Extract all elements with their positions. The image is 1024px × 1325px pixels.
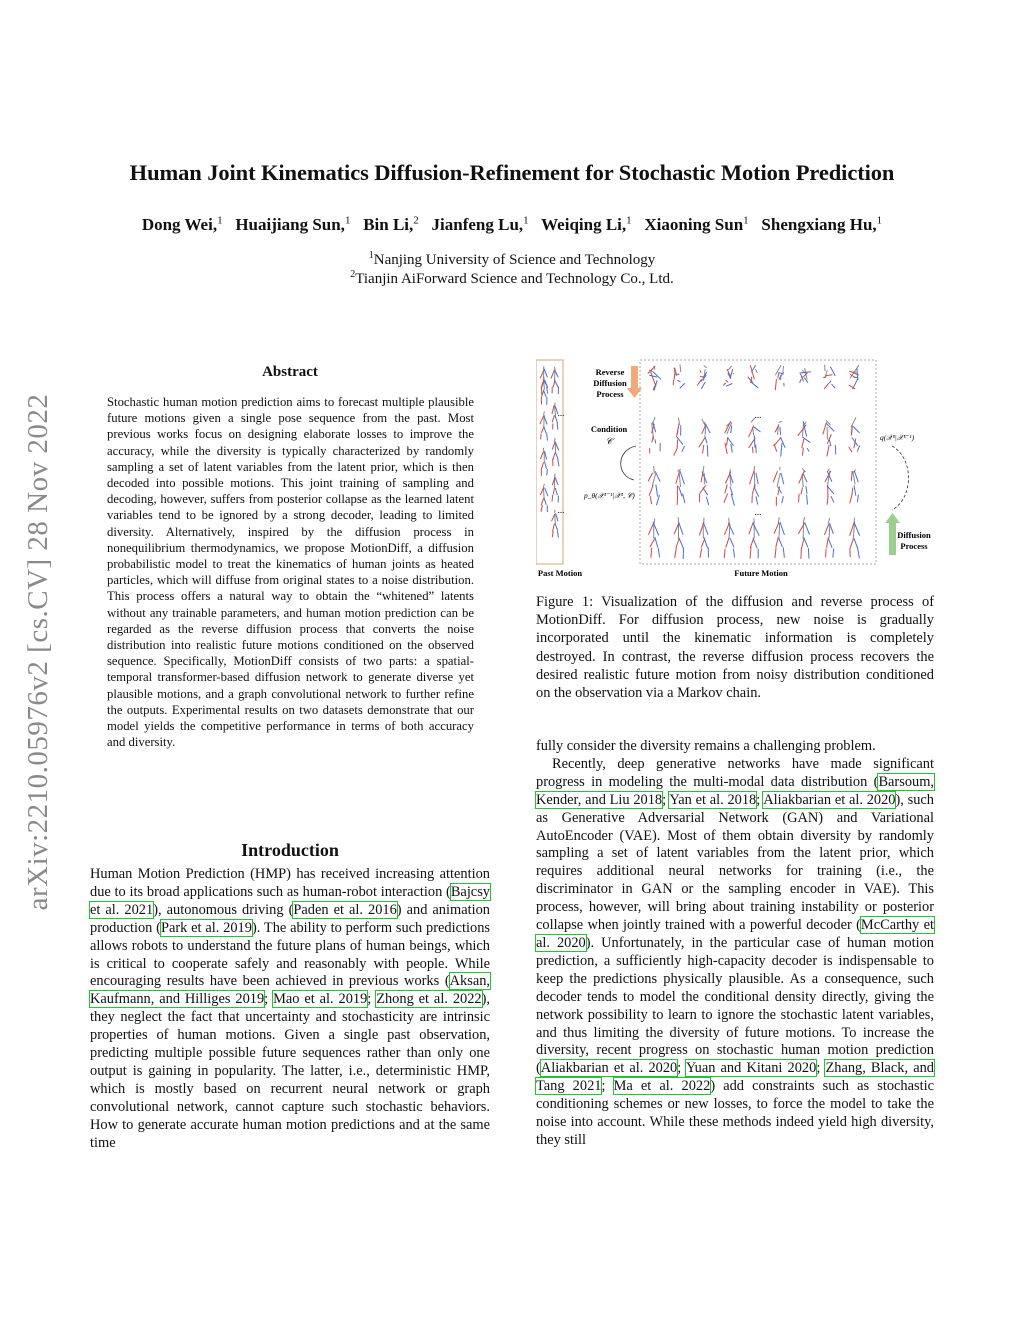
pose-bone (775, 379, 776, 390)
pose-bone (850, 539, 853, 549)
pose-bone (798, 522, 805, 533)
condition-symbol: 𝒞 (605, 436, 613, 446)
pose-bone (731, 494, 734, 506)
pose-bone (750, 547, 751, 559)
past-motion-label: Past Motion (537, 568, 583, 578)
pose-bone (677, 380, 680, 381)
pose-bone (801, 487, 803, 494)
pose-bone (545, 488, 548, 497)
pose-bone (674, 373, 675, 379)
pose-bone (554, 510, 555, 513)
pose-bone (700, 485, 706, 493)
paper-title: Human Joint Kinematics Diffusion-Refinement for Stochastic Motion Prediction (129, 160, 895, 185)
introduction-paragraph: Human Motion Prediction (HMP) has received increasing attention due to its broad applications such as human-robot interaction (Bajcsy et al. 2021), autonomous driving (Paden et al. 2016) and animation production (Park et al. 2019). The ability to perform such predictions allows robots to understand the future plans of human beings, which is critical to cooperate safely and reasonably with people. While encouraging results have been achieved in previous works (Aksan, Kaufmann, and Hilliges 2019; Mao et al. 2019; Zhong et al. 2022), they neglect the fact that uncertainty and stochasticity are intrinsic properties of human motions. Given a single past observation, predicting multiple possible future sequences rather than only one output is gaining in popularity. The latter, i.e., deterministic HMP, which is mostly based on recurrent neural network or graph convolutional network, cannot capture such stochastic behaviors. How to generate accurate human motion predictions and at the same time (90, 866, 490, 1151)
paragraph: Recently, deep generative networks have made significant progress in modeling the multi-modal data distribution (Barsoum, Kender, and Liu 2018; Yan et al. 2018; Aliakbarian et al. 2020), such as Generative Adversarial Network (GAN) and Variational AutoEncoder (VAE). Most of them obtain diversity by randomly sampling a set of latent variables from the latent prior, which requires additional neural networks for training (i.e., the discriminator in GAN or the sampling encoder in VAE). This process, however, will bring about training instability or posterior collapse when jointly trained with a powerful decoder (McCarthy et al. 2020). Unfortunately, in the particular case of human motion prediction, a sufficiently high-capacity decoder is indispensable to keep the predictions physically plausible. As a consequence, such decoder tends to model the conditional density directly, giving the network possibility to learn to ignore the stochastic latent variables, and thus limiting the diversity of future motions. To increase the diversity, recent progress on stochastic human motion prediction (Aliakbarian et al. 2020; Yuan and Kitani 2020; Zhang, Black, and Tang 2021; Ma et al. 2022) add constraints such as stochastic conditioning schemes or new losses, to force the model to take the noise into account. While these methods indeed yield high diversity, they still (536, 755, 935, 1148)
ellipsis: ... (557, 408, 565, 418)
introduction-heading: Introduction (241, 840, 339, 860)
pose-bone (557, 423, 558, 430)
pose-bone (775, 365, 781, 375)
pose-bone (552, 495, 553, 502)
pose-bone (555, 452, 558, 460)
pose-bone (543, 484, 544, 487)
pose-bone (733, 549, 734, 558)
pose-bone (779, 421, 782, 422)
figure-1 (536, 358, 934, 582)
citation-link[interactable]: Barsoum, Kender, and Liu 2018 (536, 773, 934, 808)
pose-bone (724, 494, 728, 503)
pose-bone (805, 523, 809, 535)
pose-bone (857, 495, 858, 502)
pose-bone (547, 469, 548, 475)
pose-bone (853, 426, 859, 432)
pose-bone (828, 518, 830, 523)
pose-bone (726, 383, 733, 386)
pose-bone (676, 538, 679, 547)
pose-bone (705, 436, 707, 444)
pose-bone (827, 445, 829, 457)
pose-bone (555, 488, 557, 495)
arxiv-identifier: arXiv:2210.05976v2 [cs.CV] 28 Nov 2022 (22, 393, 54, 911)
citation-link[interactable]: Zhong et al. 2022 (376, 991, 482, 1008)
pose-bone (726, 538, 729, 548)
pose-bone (680, 383, 685, 388)
pose-bone (677, 494, 678, 505)
pose-bone (540, 451, 543, 459)
pose-bone (774, 523, 779, 534)
pose-bone (799, 471, 805, 484)
pose-bone (677, 374, 679, 375)
affiliation: $^1$Nanjing University of Science and Technology (368, 250, 656, 268)
pose-bone (541, 462, 543, 469)
diffusion-arrow-head (885, 513, 900, 523)
pose-bone (851, 426, 852, 436)
citation-link[interactable]: Bajcsy et al. 2021 (90, 883, 490, 918)
pose-bone (680, 364, 681, 372)
pose-bone (804, 537, 808, 547)
pose-bone (782, 496, 784, 503)
pose-bone (680, 471, 684, 484)
pose-bone (775, 548, 776, 558)
pose-bone (707, 445, 708, 457)
future-motion-label: Future Motion (734, 568, 788, 578)
past-motion-box (536, 360, 563, 564)
pose-bone (700, 548, 702, 557)
pose-bone (700, 370, 701, 373)
pose-bone (751, 365, 755, 372)
reverse-arrow (631, 366, 638, 388)
pose-bone (555, 514, 556, 525)
pose-bone (854, 538, 858, 548)
pose-bone (553, 453, 555, 460)
pose-bone (728, 366, 731, 370)
pose-bone (649, 485, 653, 496)
author: Jianfeng Lu,$^1$ (431, 214, 529, 234)
pose-bone (727, 438, 728, 446)
pose-bone (541, 505, 543, 512)
condition-label: Condition (590, 424, 628, 434)
figure-caption: Figure 1: Visualization of the diffusion and reverse process of MotionDiff. For diffusion process, new noise is gradually incorporated until the kinematic information is completely destroyed. In contrast, the reverse diffusion process recovers the desired realistic future motion from noisy distribution conditioned on the observation via a Markov chain. (536, 594, 934, 702)
pose-bone (754, 487, 759, 497)
pose-bone (555, 477, 558, 485)
pose-bone (756, 445, 757, 453)
condition-curve (621, 446, 636, 480)
pose-bone (774, 444, 777, 452)
pose-bone (703, 445, 704, 454)
pose-bone (833, 549, 834, 558)
pose-bone (702, 419, 705, 426)
author: Xiaoning Sun$^1$ (644, 214, 749, 234)
affiliation: $^2$Tianjin AiForward Science and Technology Co., Ltd. (350, 269, 674, 287)
pose-bone (649, 375, 657, 377)
pose-bone (780, 522, 784, 535)
pose-bone (800, 379, 802, 383)
pose-bone (807, 448, 809, 451)
pose-bone (678, 517, 679, 523)
pose-bone (704, 366, 707, 368)
pose-bone (544, 391, 546, 397)
pose-bone (781, 443, 782, 457)
pose-bone (543, 366, 544, 369)
pose-bone (754, 427, 761, 432)
pose-bone (676, 471, 680, 483)
pose-bone (543, 411, 544, 414)
pose-bone (541, 434, 542, 440)
pose-bone (679, 486, 682, 496)
pose-bone (804, 378, 808, 383)
pose-bone (751, 382, 758, 388)
pose-bone (781, 473, 784, 484)
pose-bone (655, 471, 660, 481)
pose-bone (682, 446, 685, 452)
author: Huaijiang Sun,$^1$ (235, 214, 351, 234)
pose-bone (852, 488, 853, 495)
pose-bone (655, 537, 658, 548)
pose-bone (683, 494, 685, 503)
author: Shengxiang Hu,$^1$ (761, 214, 883, 234)
pose-bone (826, 549, 827, 558)
pose-bone (754, 435, 755, 447)
pose-bone (541, 498, 543, 505)
pose-bone (808, 548, 809, 559)
pose-bone (750, 471, 754, 484)
reverse-transition-label: p_θ(𝒳ᵏ⁻¹|𝒳ᵏ, 𝒞) (584, 491, 635, 500)
pose-bone (830, 523, 834, 534)
pose-bone (544, 426, 547, 433)
ellipsis: ... (557, 505, 565, 515)
pose-bone (753, 538, 757, 548)
pose-bone (674, 448, 678, 455)
pose-bone (544, 462, 546, 469)
pose-bone (827, 496, 828, 505)
diffusion-label-line: Process (900, 541, 928, 551)
author: Weiqing Li,$^1$ (541, 214, 632, 234)
pose-bone (756, 473, 758, 484)
pose-bone (703, 522, 708, 535)
reverse-label-line: Diffusion (593, 378, 627, 388)
paragraph: fully consider the diversity remains a challenging problem. (536, 738, 876, 754)
citation-link[interactable]: Paden et al. 2016 (293, 901, 397, 918)
pose-bone (679, 522, 683, 535)
pose-bone (655, 439, 656, 443)
pose-bone (773, 471, 777, 482)
pose-bone (558, 459, 559, 466)
abstract-text: Stochastic human motion prediction aims to forecast multiple plausible future motions given a single pose sequence from the past. Most previous works focus on designing elaborate losses to improve the accuracy, while the diversity is typically characterized by randomly sampling a set of latent variables from the latent prior, which is then decoded into possible motions. This joint training of sampling and decoding, however, suffers from posterior collapse as the learned latent variables tend to be ignored by a strong decoder, leading to limited diversity. Alternatively, inspired by the diffusion process in nonequilibrium thermodynamics, we propose MotionDiff, a diffusion probabilistic model to treat the kinematics of human joints as heated particles, which will diffuse from original states to a noise distribution. This process offers a natural way to obtain the “whitened” latents without any trainable parameters, and human motion prediction can be regarded as the reverse diffusion process that converts the noise distribution into realistic future motions conditioned on the observed sequence. Specifically, MotionDiff consists of two parts: a spatial-temporal transformer-based diffusion network to generate diverse yet plausible motions, and a graph convolutional network to further refine the outputs. Experimental results on two datasets demonstrate that our model yields the competitive performance in terms of both accuracy and diversity. (107, 395, 474, 750)
pose-bone (828, 539, 832, 548)
pose-bone (697, 379, 701, 385)
pose-bone (731, 426, 732, 434)
pose-bone (552, 405, 554, 414)
pose-bone (776, 537, 779, 547)
pose-bone (823, 422, 827, 434)
pose-bone (703, 487, 708, 495)
pose-bone (823, 377, 826, 378)
citation-link[interactable]: Yuan and Kitani 2020 (685, 1060, 817, 1077)
pose-bone (552, 415, 554, 422)
reverse-arrow-head (627, 388, 642, 398)
pose-bone (699, 437, 705, 447)
pose-bone (650, 496, 651, 504)
pose-bone (799, 494, 800, 502)
pose-bone (779, 538, 783, 547)
author-list (0, 214, 1024, 235)
citation-link[interactable]: McCarthy et al. 2020 (536, 917, 934, 951)
reverse-label-line: Reverse (595, 367, 625, 377)
pose-bone (725, 484, 727, 493)
pose-bone (543, 488, 544, 499)
pose-bone (652, 474, 655, 486)
pose-bone (851, 417, 856, 427)
pose-bone (545, 451, 547, 459)
pose-bone (803, 474, 807, 482)
pose-bone (656, 484, 658, 496)
author: Bin Li,$^2$ (363, 214, 419, 234)
pose-bone (654, 466, 655, 474)
pose-bone (675, 547, 677, 558)
abstract-heading: Abstract (262, 364, 318, 380)
diffusion-curve (892, 446, 909, 510)
pose-bone (730, 538, 734, 547)
pose-bone (540, 415, 544, 424)
pose-bone (544, 498, 546, 505)
citation-link[interactable]: Zhang, Black, and Tang 2021 (536, 1060, 935, 1095)
pose-bone (857, 547, 859, 558)
pose-bone (852, 378, 858, 389)
future-pose-figures (648, 364, 860, 559)
diffusion-arrow (889, 523, 896, 555)
citation-link[interactable]: Mao et al. 2019 (273, 991, 368, 1008)
citation-link[interactable]: Aliakbarian et al. 2020 (540, 1060, 678, 1077)
pose-bone (547, 433, 548, 441)
pose-bone (557, 531, 558, 538)
pose-bone (704, 537, 708, 548)
diffusion-label-line: Diffusion (897, 530, 931, 540)
pose-bone (756, 496, 758, 504)
author: Dong Wei,$^1$ (141, 214, 223, 234)
pose-bone (799, 372, 811, 373)
pose-bone (677, 440, 678, 449)
pose-bone (802, 448, 803, 456)
pose-bone (554, 438, 555, 442)
pose-bone (825, 523, 830, 535)
right-column (536, 738, 934, 1150)
citation-link[interactable]: Ma et al. 2022 (613, 1078, 711, 1095)
pose-bone (755, 369, 757, 373)
pose-bone (850, 494, 852, 503)
pose-bone (826, 375, 833, 376)
pose-bone (724, 549, 725, 558)
pose-bone (658, 548, 659, 558)
citation-link[interactable]: Yan et al. 2018 (669, 791, 757, 808)
pose-bone (801, 547, 802, 559)
pose-bone (783, 547, 784, 557)
pose-bone (857, 445, 859, 451)
pose-bone (854, 522, 860, 536)
pose-bone (778, 373, 779, 379)
pose-bone (779, 523, 780, 539)
pose-bone (752, 447, 753, 453)
pose-bone (701, 382, 705, 389)
pose-bone (650, 539, 655, 547)
pose-bone (679, 538, 684, 549)
citation-link[interactable]: Aliakbarian et al. 2020 (763, 791, 896, 808)
pose-bone (544, 369, 547, 378)
pose-bone (731, 444, 733, 453)
pose-bone (553, 524, 555, 532)
pose-bone (777, 473, 780, 486)
reverse-label-line: Process (596, 389, 624, 399)
citation-link[interactable]: Aksan, Kaufmann, and Hilliges 2019 (90, 973, 490, 1008)
pose-bone (555, 523, 558, 530)
pose-bone (849, 447, 852, 452)
pose-bone (553, 488, 554, 494)
pose-bone (723, 383, 726, 386)
pose-bone (829, 524, 830, 538)
pose-bone (780, 437, 785, 448)
pose-bone (802, 538, 804, 548)
pose-bone (651, 548, 652, 558)
pose-bone (706, 497, 708, 505)
pose-bone (726, 380, 729, 382)
pose-bone (677, 424, 679, 436)
pose-bone (806, 486, 807, 494)
pose-bone (783, 366, 784, 372)
diffusion-transition-label: q(𝒳ᵏ|𝒳ᵏ⁻¹) (880, 433, 915, 442)
pose-bone (552, 531, 553, 537)
pose-bone (851, 471, 852, 481)
pose-bone (780, 427, 781, 435)
figure-diagram (536, 358, 934, 582)
pose-bone (854, 485, 856, 495)
pose-bone (832, 384, 836, 388)
ellipsis: ... (754, 507, 762, 517)
pose-bone (554, 380, 558, 387)
pose-bone (648, 473, 653, 482)
pose-bone (552, 514, 555, 521)
ellipsis: ... (754, 410, 762, 420)
past-pose-figures (540, 366, 559, 537)
pose-bone (831, 496, 834, 502)
pose-bone (778, 517, 779, 523)
pose-bone (829, 381, 831, 383)
pose-bone (802, 439, 804, 448)
pose-bone (730, 469, 731, 471)
pose-bone (749, 522, 753, 534)
pose-bone (545, 380, 548, 388)
pose-bone (552, 442, 555, 450)
pose-bone (648, 522, 653, 534)
citation-link[interactable]: Park et al. 2019 (160, 919, 252, 936)
pose-bone (653, 372, 660, 379)
pose-bone (824, 383, 829, 389)
pose-bone (807, 495, 808, 505)
